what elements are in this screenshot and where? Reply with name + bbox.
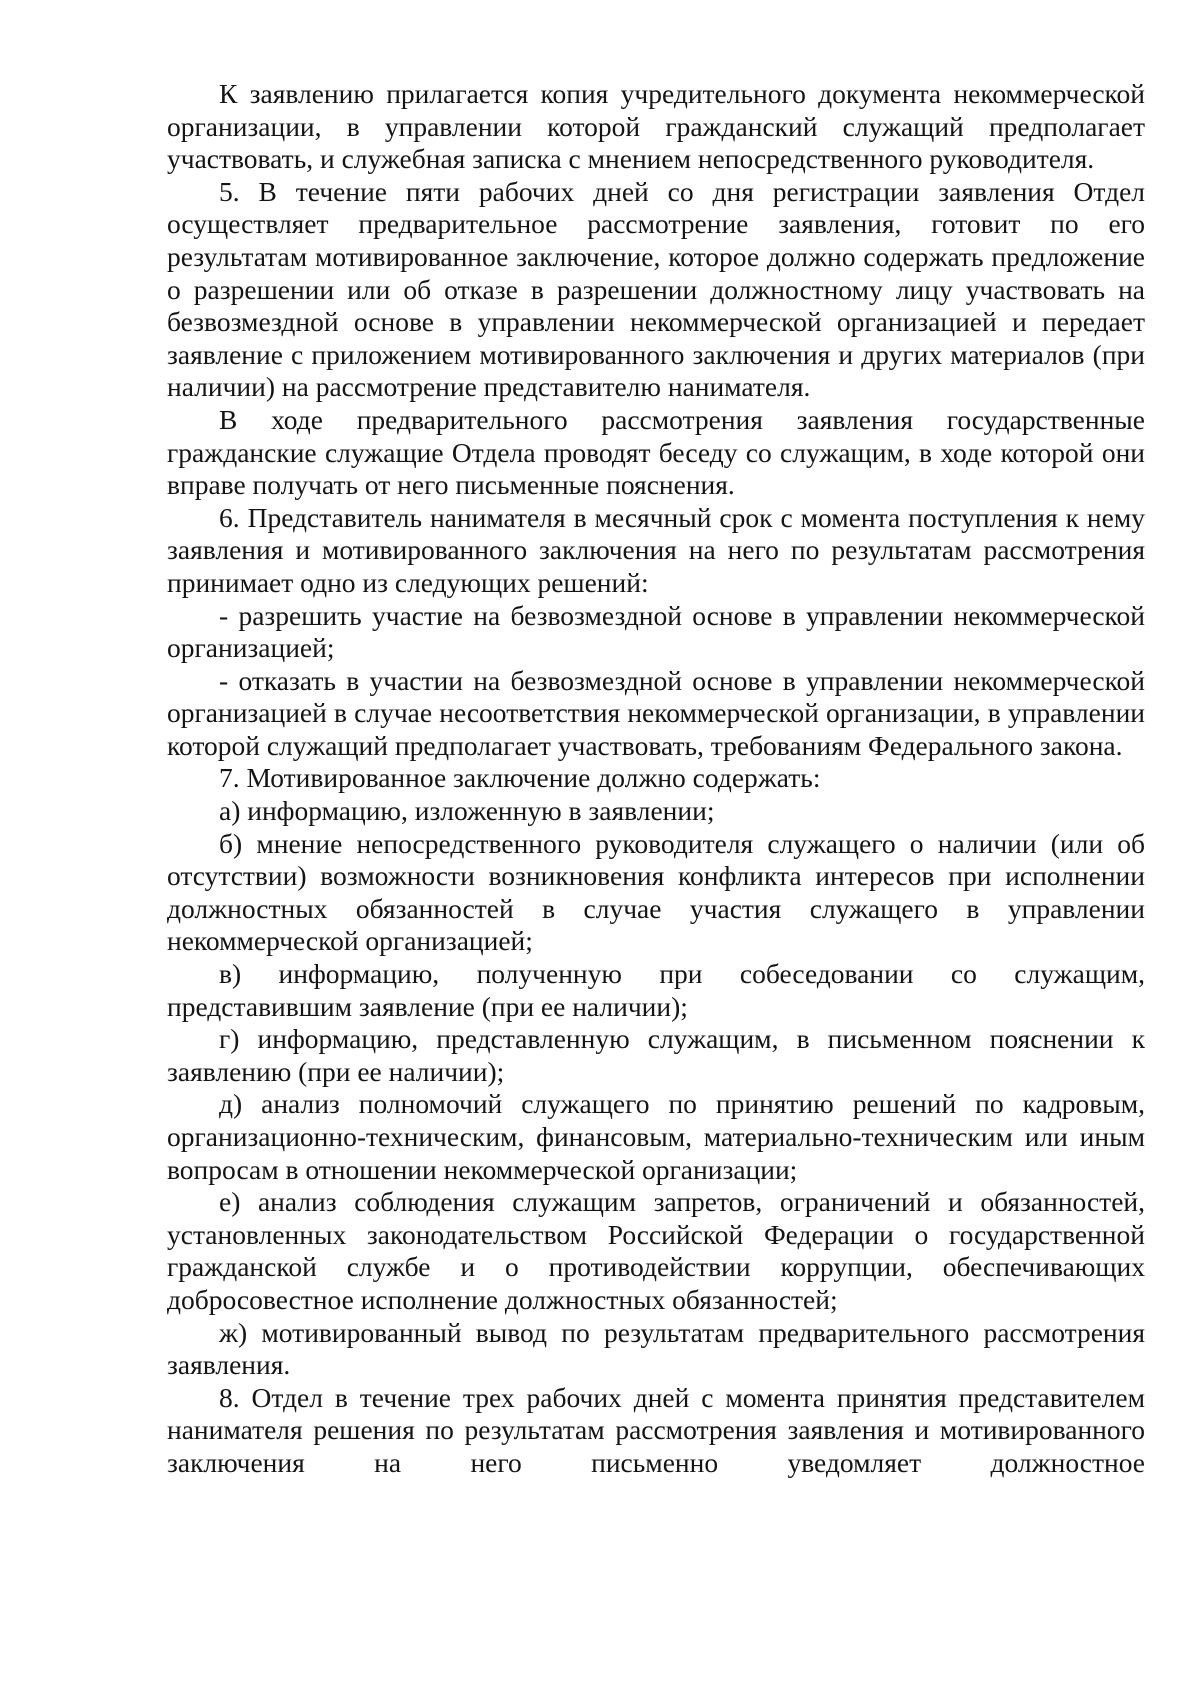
- paragraph-item-7e: е) анализ соблюдения служащим запретов, ограничений и обязанностей, установленных законодательством Российской Федерации о государственной гражданской службе и о противодействии коррупции, обеспечивающих добросовестное исполнение должностных обязанностей;: [167, 1186, 1145, 1315]
- paragraph-item-6: 6. Представитель нанимателя в месячный срок с момента поступления к нему заявления и мотивированного заключения на него по результатам рассмотрения принимает одно из следующих решений:: [167, 501, 1145, 598]
- paragraph-item-7: 7. Мотивированное заключение должно содержать:: [219, 762, 821, 794]
- paragraph-decision-allow: - разрешить участие на безвозмездной основе в управлении некоммерческой организацией;: [167, 599, 1145, 664]
- paragraph-item-8: 8. Отдел в течение трех рабочих дней с момента принятия представителем нанимателя решения по результатам рассмотрения заявления и мотивированного заключения на него письменно уведомляет должностное: [167, 1381, 1145, 1478]
- paragraph-item-7g: г) информацию, представленную служащим, в письменном пояснении к заявлению (при ее наличии);: [167, 1023, 1145, 1087]
- paragraph-preliminary-review: В ходе предварительного рассмотрения заявления государственные гражданские служащие Отдела проводят беседу со служащим, в ходе которой они вправе получать от него письменные пояснения.: [167, 403, 1145, 501]
- document-body: [167, 78, 1145, 1480]
- paragraph-item-7d: д) анализ полномочий служащего по принятию решений по кадровым, организационно-техническим, финансовым, материально-техническим или иным вопросам в отношении некоммерческой организации;: [167, 1088, 1145, 1185]
- paragraph-item-7a: а) информацию, изложенную в заявлении;: [219, 795, 715, 827]
- paragraph-item-7v: в) информацию, полученную при собеседовании со служащим, представившим заявление (при ее наличии);: [167, 958, 1145, 1022]
- paragraph-attachment: К заявлению прилагается копия учредительного документа некоммерческой организации, в управлении которой гражданский служащий предполагает участвовать, и служебная записка с мнением непосредственного руководителя.: [167, 78, 1145, 175]
- paragraph-item-7b: б) мнение непосредственного руководителя служащего о наличии (или об отсутствии) возможности возникновения конфликта интересов при исполнении должностных обязанностей в случае участия служащего в управлении некоммерческой организацией;: [167, 827, 1145, 957]
- paragraph-item-7zh: ж) мотивированный вывод по результатам предварительного рассмотрения заявления.: [167, 1316, 1145, 1381]
- paragraph-decision-refuse: - отказать в участии на безвозмездной основе в управлении некоммерческой организацией в случае несоответствия некоммерческой организации, в управлении которой служащий предполагает участвовать, требованиям Федерального закона.: [167, 664, 1145, 761]
- paragraph-item-5: 5. В течение пяти рабочих дней со дня регистрации заявления Отдел осуществляет предварительное рассмотрение заявления, готовит по его результатам мотивированное заключение, которое должно содержать предложение о разрешении или об отказе в разрешении должностному лицу участвовать на безвозмездной основе в управлении некоммерческой организацией и передает заявление с приложением мотивированного заключения и других материалов (при наличии) на рассмотрение представителю нанимателя.: [167, 175, 1145, 403]
